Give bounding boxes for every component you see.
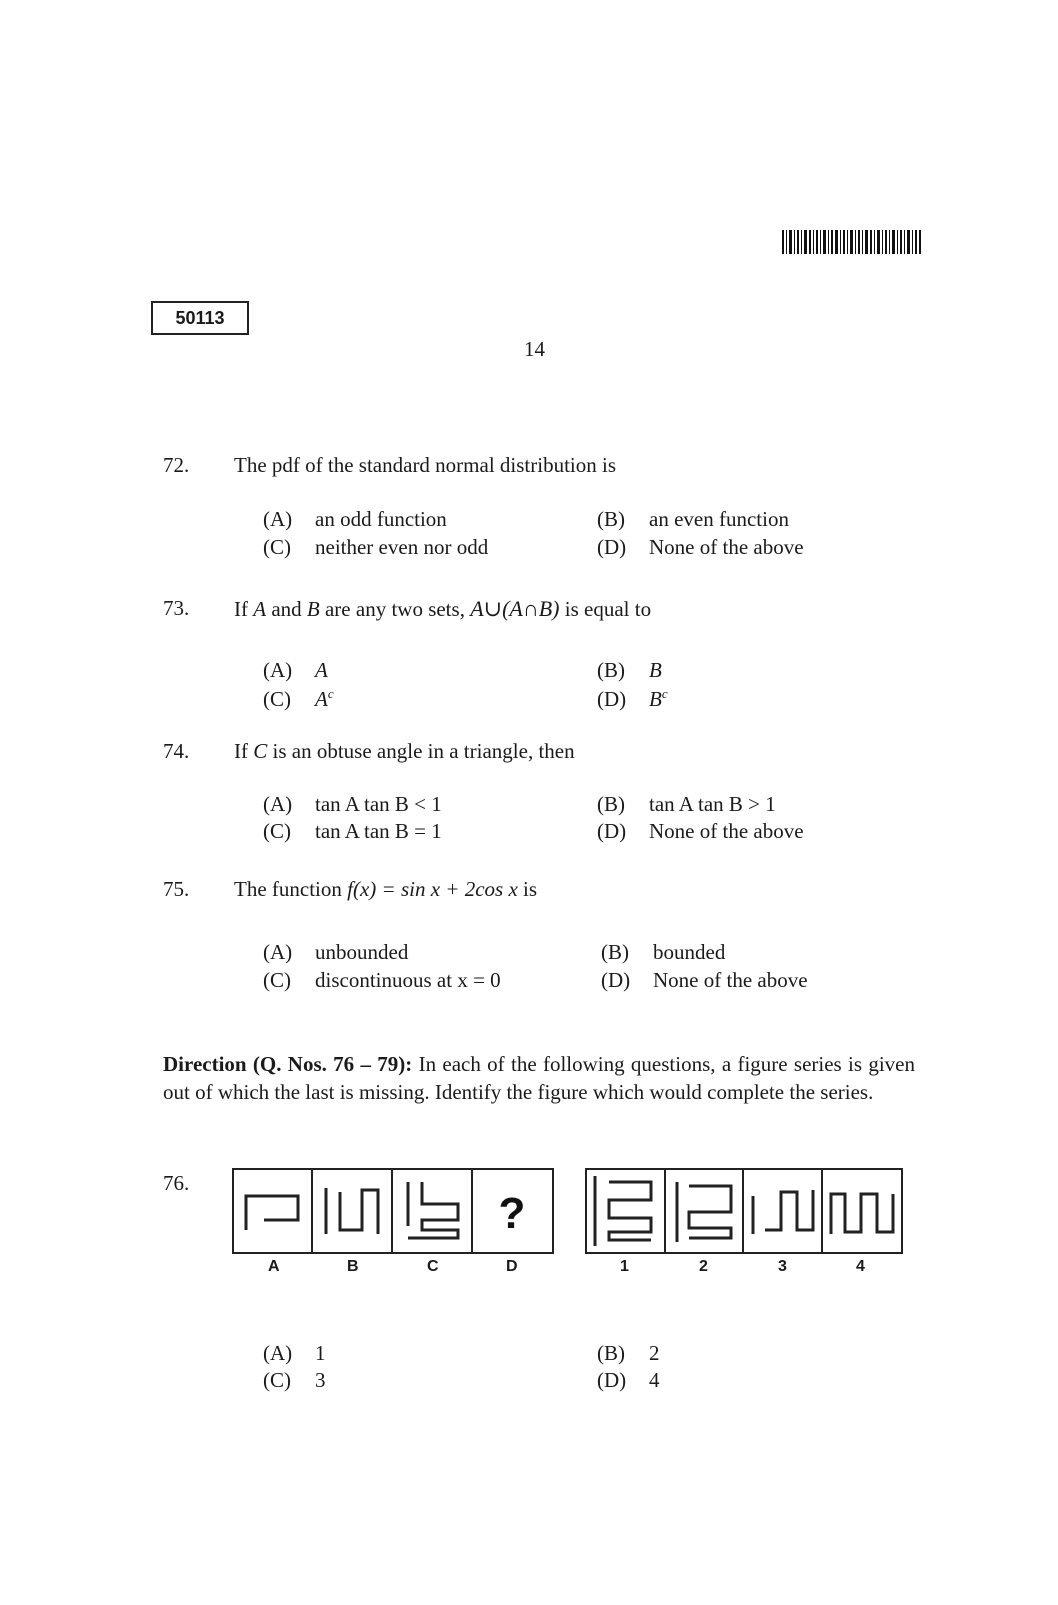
paper-code: 50113 xyxy=(151,301,249,335)
question-text: If A and B are any two sets, A∪(A∩B) is equal to xyxy=(234,596,652,621)
barcode xyxy=(782,230,922,254)
figure-label-d: D xyxy=(506,1258,518,1275)
option-a[interactable]: (A) unbounded xyxy=(263,940,409,964)
figure-label-c: C xyxy=(427,1258,439,1275)
option-c[interactable]: (C) neither even nor odd xyxy=(263,535,489,559)
option-c[interactable]: (C) tan A tan B = 1 xyxy=(263,819,442,843)
set-expression: A∪(A∩B) xyxy=(470,596,560,621)
answer-label-2: 2 xyxy=(699,1258,708,1275)
option-a[interactable]: (A) tan A tan B < 1 xyxy=(263,792,442,816)
option-a[interactable]: (A) A xyxy=(263,658,328,682)
option-c[interactable]: (C) $A^c$ xyxy=(263,686,334,711)
option-b[interactable]: (B) 2 xyxy=(597,1341,660,1365)
answer-figure-4 xyxy=(831,1194,893,1234)
direction-heading: Direction (Q. Nos. 76 – 79): xyxy=(163,1052,413,1076)
answer-label-1: 1 xyxy=(620,1258,629,1275)
answer-label-4: 4 xyxy=(856,1258,865,1275)
figure-b xyxy=(326,1188,378,1234)
option-d[interactable]: (D) 4 xyxy=(597,1368,660,1392)
option-d[interactable]: (D) None of the above xyxy=(601,968,808,992)
page-number: 14 xyxy=(524,337,545,361)
answer-label-3: 3 xyxy=(778,1258,787,1275)
question-text: If C is an obtuse angle in a triangle, then xyxy=(234,739,575,763)
problem-figures xyxy=(232,1168,554,1254)
missing-figure-mark: ? xyxy=(498,1189,526,1238)
question-number: 73. xyxy=(163,596,190,620)
question-number: 75. xyxy=(163,877,190,901)
option-b[interactable]: (B) bounded xyxy=(601,940,726,964)
figure-c xyxy=(408,1182,458,1238)
question-text: The function f(x) = sin x + 2cos x is xyxy=(234,877,538,901)
question-number: 74. xyxy=(163,739,190,763)
answer-figures xyxy=(585,1168,903,1254)
answer-figure-2 xyxy=(677,1182,731,1242)
option-a[interactable]: (A) an odd function xyxy=(263,507,447,531)
option-a[interactable]: (A) 1 xyxy=(263,1341,326,1365)
direction-paragraph xyxy=(163,1050,915,1106)
answer-figure-1 xyxy=(595,1176,651,1246)
option-b[interactable]: (B) tan A tan B > 1 xyxy=(597,792,776,816)
answer-figure-3 xyxy=(753,1190,813,1234)
figure-label-b: B xyxy=(347,1258,359,1275)
function-expression: f(x) = sin x + 2cos x xyxy=(347,877,518,901)
figure-label-a: A xyxy=(268,1258,280,1275)
option-d[interactable]: (D) $B^c$ xyxy=(597,686,668,711)
question-text: The pdf of the standard normal distribution is xyxy=(234,453,617,477)
option-b[interactable]: (B) B xyxy=(597,658,662,682)
option-c[interactable]: (C) 3 xyxy=(263,1368,326,1392)
option-d[interactable]: (D) None of the above xyxy=(597,535,804,559)
option-d[interactable]: (D) None of the above xyxy=(597,819,804,843)
figure-a xyxy=(246,1196,298,1230)
question-number: 72. xyxy=(163,453,190,477)
direction-text: In each of the following questions, a figure series is given out of which the last is missing. Identify the figure which would complete the series. xyxy=(163,1052,915,1104)
question-number: 76. xyxy=(163,1171,190,1195)
option-c[interactable]: (C) discontinuous at x = 0 xyxy=(263,968,501,992)
option-b[interactable]: (B) an even function xyxy=(597,507,789,531)
